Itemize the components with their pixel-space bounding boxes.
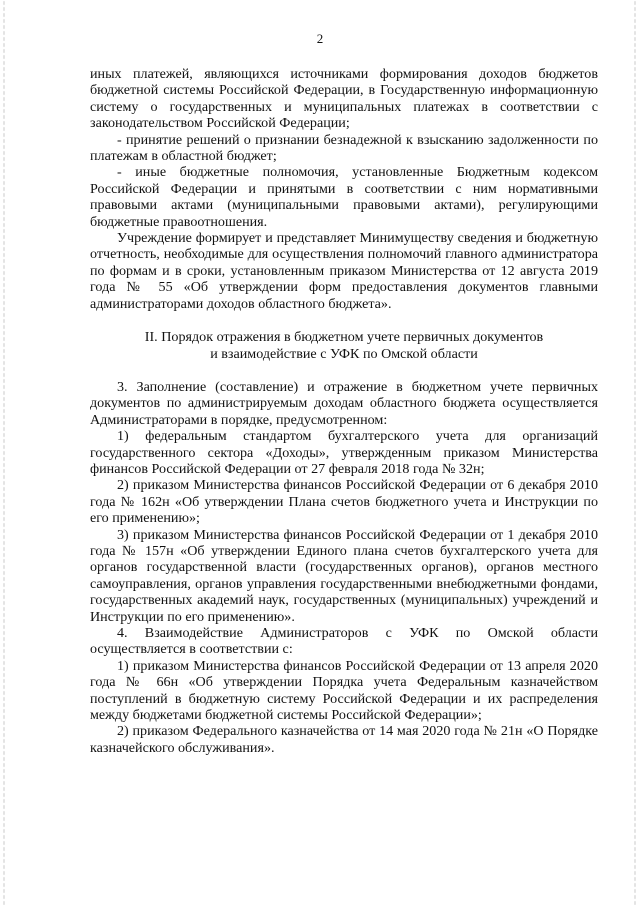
scan-edge-right — [634, 0, 636, 905]
clause-3: 3. Заполнение (составление) и отражение в бюджетном учете первичных документов по администрируемым доходам областного бюджета осуществляется Администраторами в порядке, предусмотренном: — [90, 378, 598, 428]
clause-3-item-2: 2) приказом Министерства финансов Российской Федерации от 6 декабря 2010 года № 162н «Об утверждении Плана счетов бюджетного учета и Инструкции по его применению»; — [90, 477, 598, 527]
document-body — [90, 66, 598, 756]
clause-4-item-2: 2) приказом Федерального казначейства от 14 мая 2020 года № 21н «О Порядке казначейского обслуживания». — [90, 723, 598, 756]
section-heading-line2: и взаимодействие с УФК по Омской области — [210, 345, 478, 362]
clause-3-item-3: 3) приказом Министерства финансов Российской Федерации от 1 декабря 2010 года № 157н «Об утверждении Единого плана счетов бухгалтерского учета для органов государственной власти (государственных органов), органов местного самоуправления, органов управления государственными внебюджетными фондами, государственных академий наук, государственных (муниципальных) учреждений и Инструкции по его применению». — [90, 526, 598, 625]
page-number: 2 — [316, 31, 324, 46]
clause-4: 4. Взаимодействие Администраторов с УФК по Омской области осуществляется в соответствии с: — [90, 625, 598, 658]
list-item-other-powers: - иные бюджетные полномочия, установленные Бюджетным кодексом Российской Федерации и принятыми в соответствии с ним нормативными правовыми актами (муниципальными правовыми актами), регулирующими бюджетные правоотношения. — [90, 164, 598, 230]
list-item-writeoff: - принятие решений о признании безнадежной к взысканию задолженности по платежам в областной бюджет; — [90, 131, 598, 165]
section-heading-line1: II. Порядок отражения в бюджетном учете первичных документов — [144, 329, 544, 346]
clause-3-item-1: 1) федеральным стандартом бухгалтерского учета для организаций государственного сектора «Доходы», утвержденным приказом Министерства финансов Российской Федерации от 27 февраля 2018 года № 32н; — [90, 428, 598, 477]
paragraph-continuation: иных платежей, являющихся источниками формирования доходов бюджетов бюджетной системы Российской Федерации, в Государственную информационную систему о государственных и муниципальных платежах в соответствии с законодательством Российской Федерации; — [90, 66, 598, 132]
paragraph-reporting: Учреждение формирует и представляет Минимуществу сведения и бюджетную отчетность, необходимые для осуществления полномочий главного администратора по формам и в сроки, установленным приказом Министерства от 12 августа 2019 года № 55 «Об утверждении форм предоставления документов главными администраторами доходов областного бюджета». — [90, 230, 598, 312]
clause-4-item-1: 1) приказом Министерства финансов Российской Федерации от 13 апреля 2020 года № 66н «Об утверждении Порядка учета Федеральным казначейством поступлений в бюджетную систему Российской Федерации и их распределения между бюджетами бюджетной системы Российской Федерации»; — [90, 657, 598, 724]
section-heading — [90, 329, 598, 362]
scan-edge-left — [3, 0, 5, 905]
